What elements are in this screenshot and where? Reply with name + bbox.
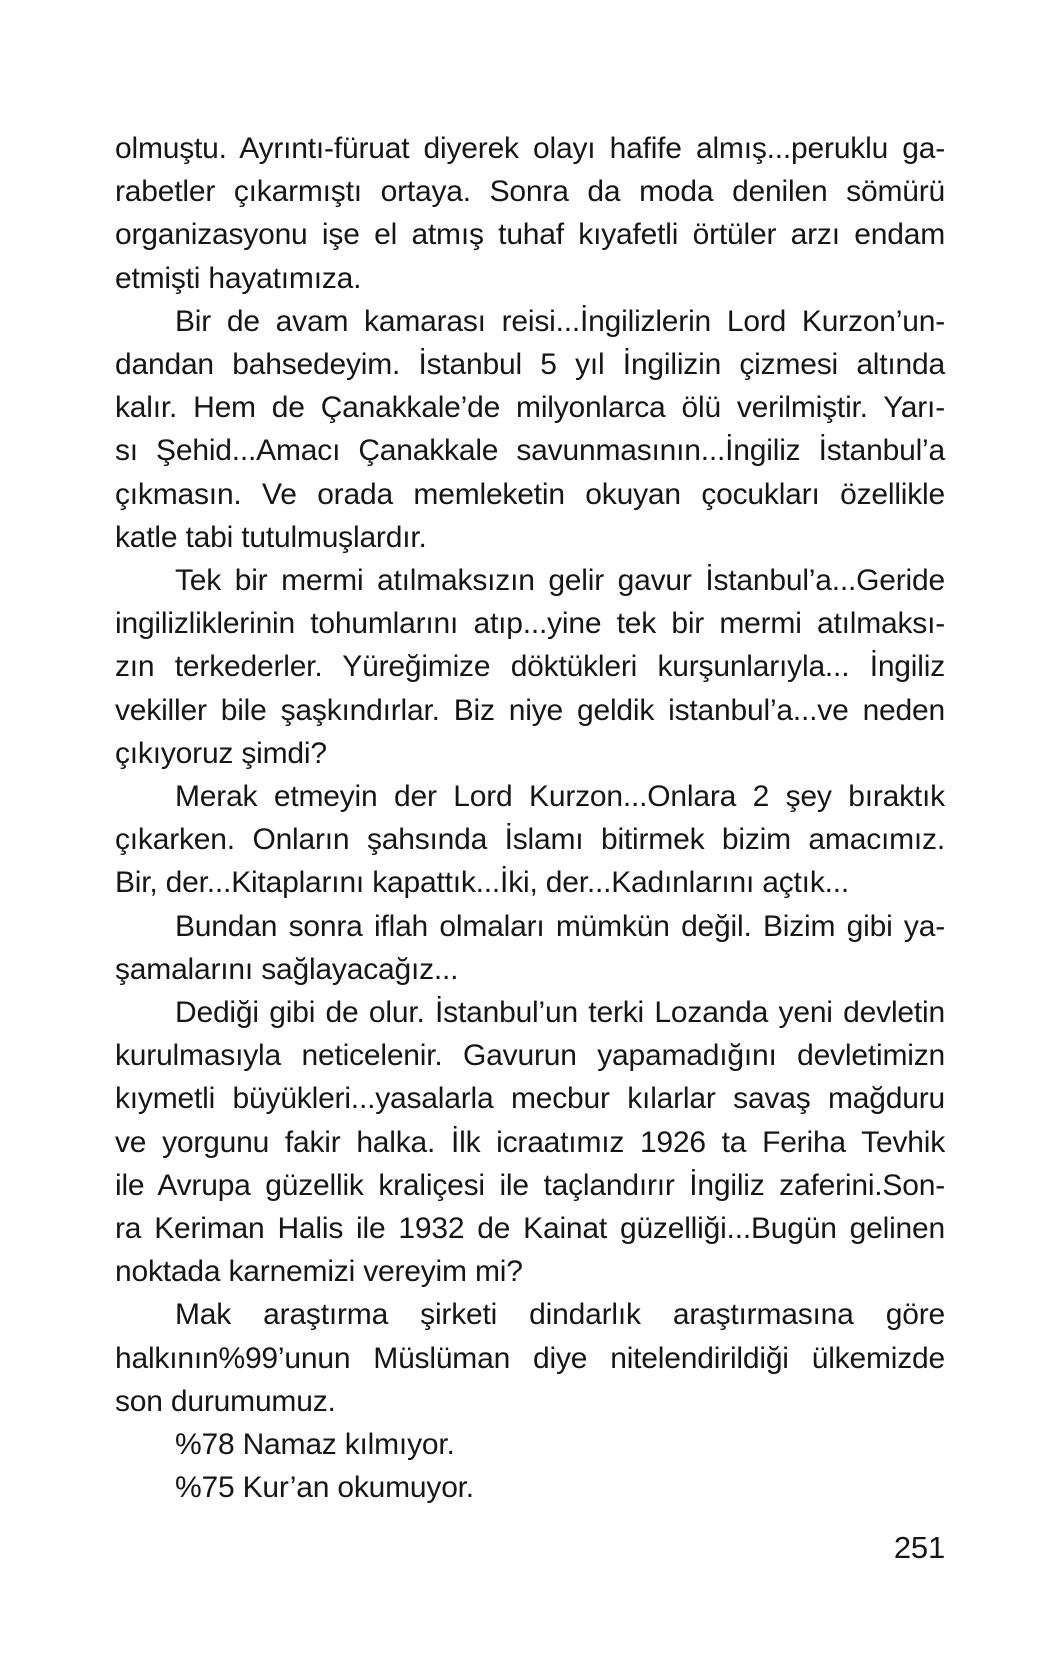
page-number: 251 <box>893 1530 945 1565</box>
text-line: çıkarken. Onların şahsında İslamı bitirmek bizim amacımız. <box>115 823 945 857</box>
text-line: etmişti hayatımıza. <box>115 261 362 295</box>
text-line: kalır. Hem de Çanakkale’de milyonlarca ölü verilmiştir. Yarı- <box>115 391 945 425</box>
text-line: çıkmasın. Ve orada memleketin okuyan çocukları özellikle <box>115 477 945 511</box>
text-line: Bundan sonra iflah olmaları mümkün değil. Bizim gibi ya- <box>175 909 945 943</box>
text-line: ra Keriman Halis ile 1932 de Kainat güzelliği...Bugün gelinen <box>115 1212 945 1246</box>
text-line: son durumumuz. <box>115 1384 336 1418</box>
text-line: zın terkederler. Yüreğimize döktükleri kurşunlarıyla... İngiliz <box>115 650 945 684</box>
text-line: olmuştu. Ayrıntı-füruat diyerek olayı hafife almış...peruklu ga- <box>115 132 945 165</box>
text-line: Merak etmeyin der Lord Kurzon...Onlara 2 şey bıraktık <box>175 780 945 814</box>
text-line: organizasyonu işe el atmış tuhaf kıyafetli örtüler arzı endam <box>115 218 945 252</box>
text-line: dandan bahsedeyim. İstanbul 5 yıl İngilizin çizmesi altında <box>115 348 945 382</box>
body-text <box>115 127 945 1510</box>
text-line: halkının%99’unun Müslüman diye nitelendirildiği ülkemizde <box>115 1341 945 1375</box>
text-line: Bir, der...Kitaplarını kapattık...İki, der...Kadınlarını açtık... <box>115 866 850 900</box>
text-line: kurulmasıyla neticelenir. Gavurun yapamadığını devletimizn <box>115 1039 945 1073</box>
text-line: çıkıyoruz şimdi? <box>115 736 327 770</box>
text-line: sı Şehid...Amacı Çanakkale savunmasının...İngiliz İstanbul’a <box>115 434 945 468</box>
text-line: %78 Namaz kılmıyor. <box>175 1428 455 1462</box>
text-line: şamalarını sağlayacağız... <box>115 952 459 986</box>
text-line: ingilizliklerinin tohumlarını atıp...yine tek bir mermi atılmaksı- <box>115 607 945 641</box>
text-line: Tek bir mermi atılmaksızın gelir gavur İstanbul’a...Geride <box>175 564 945 598</box>
text-line: vekiller bile şaşkındırlar. Biz niye geldik istanbul’a...ve neden <box>115 693 945 727</box>
text-line: ve yorgunu fakir halka. İlk icraatımız 1926 ta Feriha Tevhik <box>115 1125 945 1159</box>
text-line: Mak araştırma şirketi dindarlık araştırmasına göre <box>175 1298 945 1332</box>
text-line: ile Avrupa güzellik kraliçesi ile taçlandırır İngiliz zaferini.Son- <box>115 1168 945 1202</box>
text-line: kıymetli büyükleri...yasalarla mecbur kılarlar savaş mağduru <box>115 1082 945 1116</box>
text-line: rabetler çıkarmıştı ortaya. Sonra da moda denilen sömürü <box>115 175 945 209</box>
text-line: noktada karnemizi vereyim mi? <box>115 1255 523 1289</box>
text-line: %75 Kur’an okumuyor. <box>175 1471 474 1505</box>
text-line: Bir de avam kamarası reisi...İngilizlerin Lord Kurzon’un- <box>175 304 945 338</box>
text-line: Dediği gibi de olur. İstanbul’un terki Lozanda yeni devletin <box>175 996 945 1030</box>
text-line: katle tabi tutulmuşlardır. <box>115 520 427 554</box>
